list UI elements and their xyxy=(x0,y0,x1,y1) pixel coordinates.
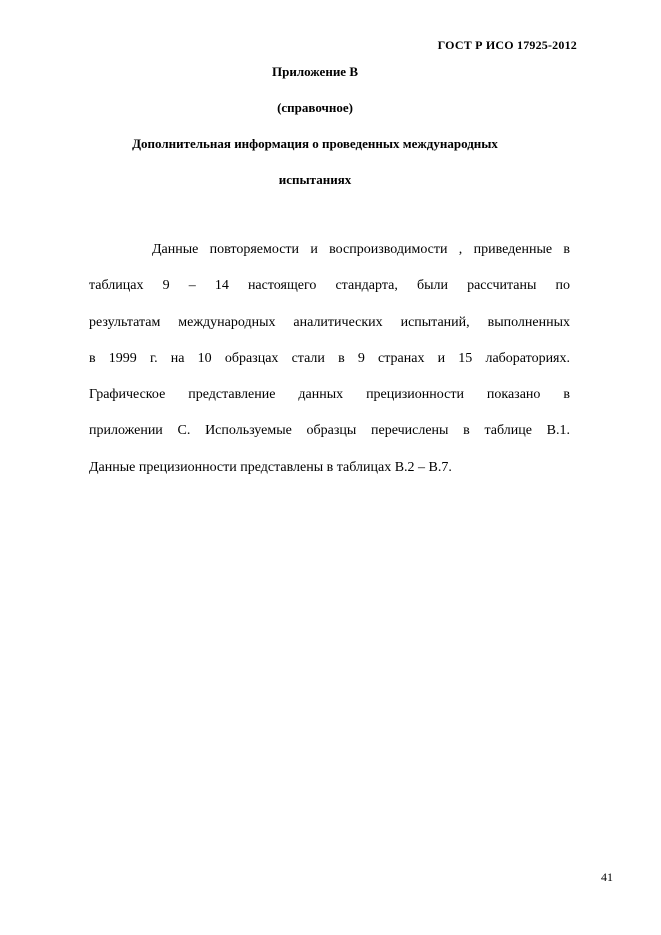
page-number: 41 xyxy=(601,870,613,884)
paragraph-line: таблицах 9 – 14 настоящего стандарта, были рассчитаны по xyxy=(89,278,570,294)
paragraph-line: Графическое представление данных прецизионности показано в xyxy=(89,387,570,403)
document-code: ГОСТ Р ИСО 17925-2012 xyxy=(437,38,577,52)
paragraph-line: в 1999 г. на 10 образцах стали в 9 странах и 15 лабораториях. xyxy=(89,350,570,366)
annex-title: Приложение В xyxy=(272,64,358,79)
paragraph-line: Данные прецизионности представлены в таблицах В.2 – В.7. xyxy=(89,459,452,475)
body-paragraph xyxy=(89,232,570,486)
annex-type: (справочное) xyxy=(277,100,353,115)
annex-heading-line2: испытаниях xyxy=(278,172,352,187)
paragraph-line: приложении С. Используемые образцы перечислены в таблице В.1. xyxy=(89,423,570,439)
annex-heading-line1: Дополнительная информация о проведенных международных xyxy=(132,136,498,151)
paragraph-line: Данные повторяемости и воспроизводимости , приведенные в xyxy=(152,242,570,257)
paragraph-line: результатам международных аналитических испытаний, выполненных xyxy=(89,314,570,330)
